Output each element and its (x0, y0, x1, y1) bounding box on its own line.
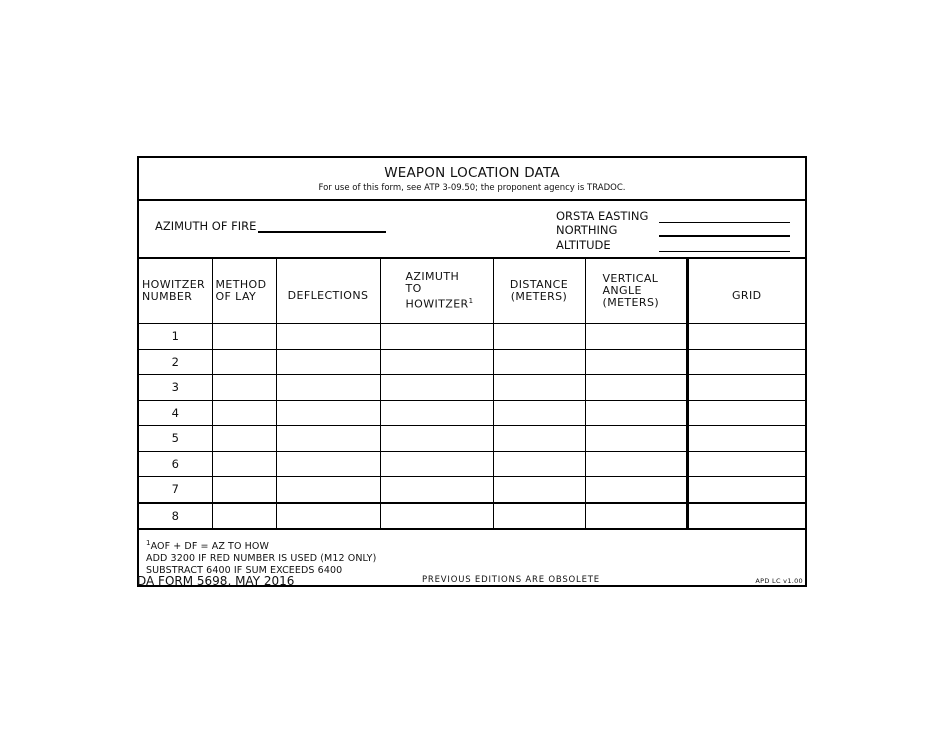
deflections-cell[interactable] (276, 349, 380, 375)
grid-cell[interactable] (687, 324, 805, 350)
howitzer-number-cell: 8 (139, 503, 212, 530)
deflections-cell[interactable] (276, 451, 380, 477)
header-deflections: DEFLECTIONS (276, 259, 380, 324)
azimuth-cell[interactable] (380, 451, 493, 477)
orsta-group (556, 208, 790, 252)
howitzer-number-cell: 2 (139, 349, 212, 375)
orsta-easting-field[interactable] (659, 211, 790, 223)
distance-cell[interactable] (493, 349, 585, 375)
vertical-angle-cell[interactable] (585, 400, 687, 426)
form-header (139, 158, 805, 201)
method-of-lay-cell[interactable] (212, 451, 276, 477)
howitzer-number-cell: 5 (139, 426, 212, 452)
azimuth-of-fire-label: AZIMUTH OF FIRE (155, 219, 257, 233)
distance-cell[interactable] (493, 324, 585, 350)
northing-label: NORTHING (556, 223, 618, 237)
orsta-easting-row (556, 208, 790, 223)
grid-cell[interactable] (687, 375, 805, 401)
altitude-label: ALTITUDE (556, 237, 611, 252)
method-of-lay-cell[interactable] (212, 324, 276, 350)
table-row (139, 426, 805, 452)
table-row (139, 503, 805, 530)
northing-row (556, 223, 790, 238)
footnote-line-1: $^1$AOF + DF = AZ TO HOW (146, 539, 269, 553)
grid-cell[interactable] (687, 477, 805, 503)
footnote-line-2: ADD 3200 IF RED NUMBER IS USED (M12 ONLY) (146, 553, 377, 565)
header-grid: GRID (687, 259, 805, 324)
deflections-cell[interactable] (276, 426, 380, 452)
weapon-data-table (139, 259, 805, 530)
method-of-lay-cell[interactable] (212, 349, 276, 375)
distance-cell[interactable] (493, 400, 585, 426)
grid-cell[interactable] (687, 451, 805, 477)
altitude-field[interactable] (659, 240, 790, 252)
azimuth-of-fire-field[interactable] (258, 219, 386, 233)
form-id: DA FORM 5698, MAY 2016 (137, 574, 295, 588)
form-title: WEAPON LOCATION DATA (384, 165, 560, 181)
form-footer (137, 574, 807, 588)
vertical-angle-cell[interactable] (585, 503, 687, 530)
grid-cell[interactable] (687, 503, 805, 530)
header-method-of-lay: METHOD OF LAY (212, 259, 276, 324)
azimuth-cell[interactable] (380, 426, 493, 452)
header-distance: DISTANCE (METERS) (493, 259, 585, 324)
deflections-cell[interactable] (276, 503, 380, 530)
deflections-cell[interactable] (276, 324, 380, 350)
table-row (139, 324, 805, 350)
header-howitzer-number: HOWITZER NUMBER (139, 259, 212, 324)
vertical-angle-cell[interactable] (585, 375, 687, 401)
method-of-lay-cell[interactable] (212, 400, 276, 426)
azimuth-cell[interactable] (380, 503, 493, 530)
azimuth-cell[interactable] (380, 477, 493, 503)
grid-cell[interactable] (687, 400, 805, 426)
method-of-lay-cell[interactable] (212, 503, 276, 530)
table-header-row (139, 259, 805, 324)
azimuth-cell[interactable] (380, 324, 493, 350)
vertical-angle-cell[interactable] (585, 477, 687, 503)
distance-cell[interactable] (493, 503, 585, 530)
azimuth-cell[interactable] (380, 375, 493, 401)
table-row (139, 451, 805, 477)
header-vertical-angle: VERTICAL ANGLE (METERS) (585, 259, 687, 324)
orsta-easting-label: ORSTA EASTING (556, 208, 649, 223)
method-of-lay-cell[interactable] (212, 477, 276, 503)
howitzer-number-cell: 1 (139, 324, 212, 350)
deflections-cell[interactable] (276, 477, 380, 503)
howitzer-number-cell: 6 (139, 451, 212, 477)
vertical-angle-cell[interactable] (585, 426, 687, 452)
vertical-angle-cell[interactable] (585, 349, 687, 375)
footnote-line-3: SUBSTRACT 6400 IF SUM EXCEEDS 6400 (146, 565, 343, 577)
deflections-cell[interactable] (276, 375, 380, 401)
header-azimuth-to-howitzer: AZIMUTH TO HOWITZER$^1$ (380, 259, 493, 324)
howitzer-number-cell: 3 (139, 375, 212, 401)
deflections-cell[interactable] (276, 400, 380, 426)
vertical-angle-cell[interactable] (585, 324, 687, 350)
method-of-lay-cell[interactable] (212, 426, 276, 452)
table-row (139, 375, 805, 401)
table-row (139, 477, 805, 503)
howitzer-number-cell: 4 (139, 400, 212, 426)
azimuth-of-fire-group (155, 219, 386, 233)
obsolete-notice: PREVIOUS EDITIONS ARE OBSOLETE (422, 575, 600, 585)
version-label: APD LC v1.00 (755, 577, 803, 585)
northing-field[interactable] (659, 224, 790, 237)
table-row (139, 400, 805, 426)
location-info-section (139, 201, 805, 259)
distance-cell[interactable] (493, 477, 585, 503)
azimuth-cell[interactable] (380, 349, 493, 375)
altitude-row (556, 237, 790, 252)
method-of-lay-cell[interactable] (212, 375, 276, 401)
azimuth-cell[interactable] (380, 400, 493, 426)
distance-cell[interactable] (493, 451, 585, 477)
distance-cell[interactable] (493, 426, 585, 452)
howitzer-number-cell: 7 (139, 477, 212, 503)
weapon-location-form (137, 156, 807, 587)
vertical-angle-cell[interactable] (585, 451, 687, 477)
grid-cell[interactable] (687, 349, 805, 375)
distance-cell[interactable] (493, 375, 585, 401)
grid-cell[interactable] (687, 426, 805, 452)
table-row (139, 349, 805, 375)
form-subtitle: For use of this form, see ATP 3-09.50; the proponent agency is TRADOC. (318, 183, 626, 193)
